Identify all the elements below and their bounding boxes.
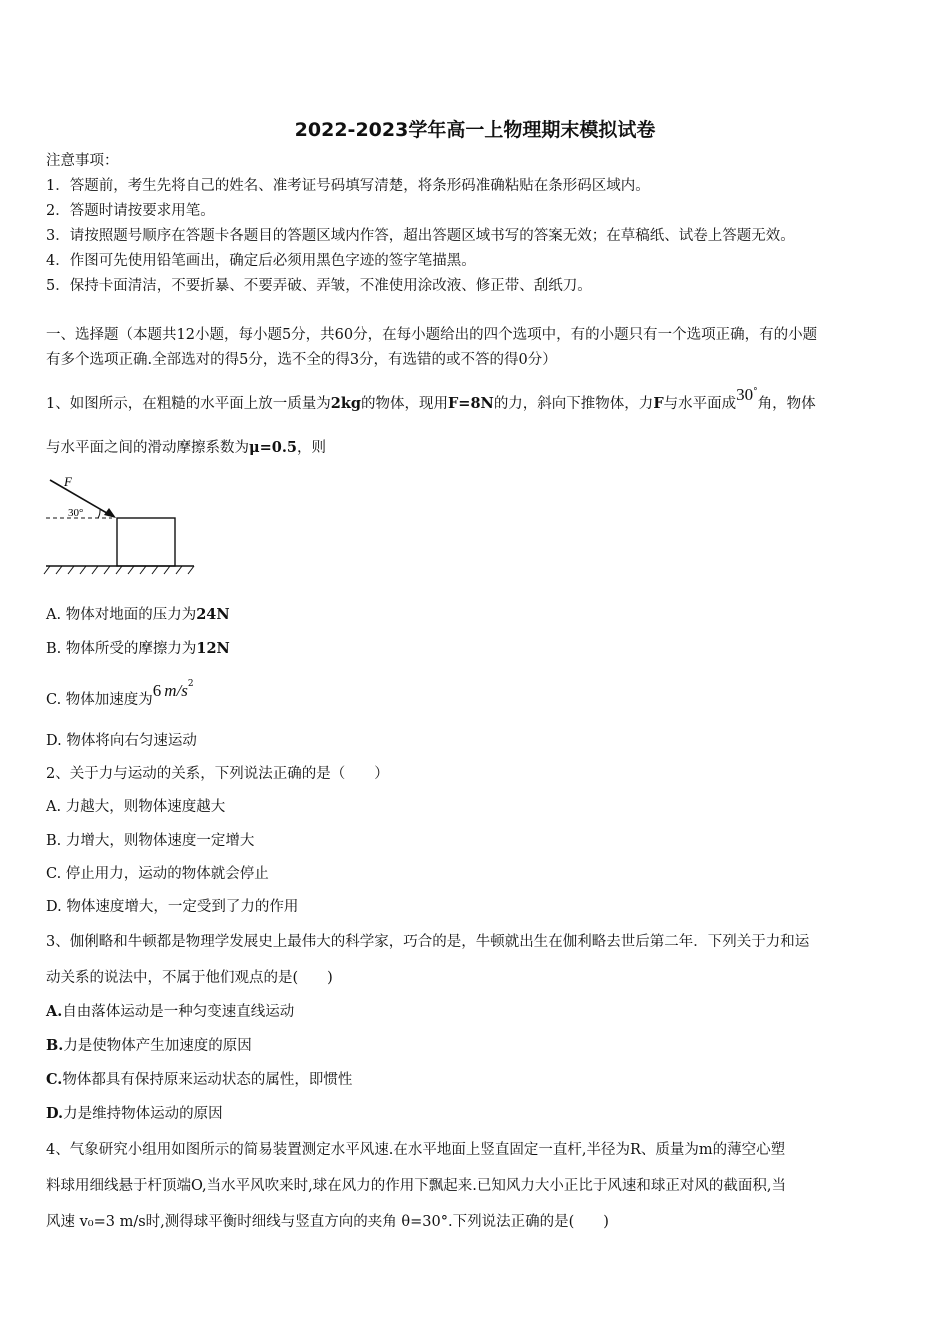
notice-item-4: 4．作图可先使用铅笔画出，确定后必须用黑色字迹的签字笔描黑。 [46,253,476,269]
q1-stem-line-2: 与水平面之间的滑动摩擦系数为μ=0.5，则 [46,439,326,456]
q3-option-c: C.物体都具有保持原来运动状态的属性，即惯性 [46,1071,353,1088]
force-label: F [64,474,72,489]
q3-stem-line-1: 3、伽俐略和牛顿都是物理学发展史上最伟大的科学家，巧合的是，牛顿就出生在伽利略去世后第二年．下列关于力和运 [46,934,810,950]
q3-stem-line-2: 动关系的说法中，不属于他们观点的是( ) [46,970,333,986]
q1-option-c: C. 物体加速度为6 $m/s^2$ [46,679,194,708]
section-heading-line-2: 有多个选项正确.全部选对的得5分，选不全的得3分，有选错的或不答的得0分） [46,352,557,368]
q3-option-a: A.自由落体运动是一种匀变速直线运动 [46,1003,295,1020]
block [117,518,175,566]
notice-item-5: 5．保持卡面清洁，不要折暴、不要弄破、弄皱，不准使用涂改液、修正带、刮纸刀。 [46,278,592,294]
q1-angle: 30 [736,385,754,404]
q2-option-d: D. 物体速度增大，一定受到了力的作用 [46,899,299,915]
q1-figure [40,472,200,582]
ground-hatching [44,566,194,574]
page-title: 2022-2023学年高一上物理期末模拟试卷 [294,119,656,141]
q2-option-b: B. 力增大，则物体速度一定增大 [46,833,255,849]
q3-option-b: B.力是使物体产生加速度的原因 [46,1037,252,1054]
q2-option-a: A. 力越大，则物体速度越大 [46,799,226,815]
q1-option-b: B. 物体所受的摩擦力为12N [46,640,230,657]
q4-stem-line-1: 4、气象研究小组用如图所示的简易装置测定水平风速.在水平地面上竖直固定一直杆,半径为R、质量为m的薄空心塑 [46,1142,786,1158]
force-arrowhead [104,508,116,518]
angle-arc [98,510,100,518]
notice-item-3: 3．请按照题号顺序在答题卡各题目的答题区域内作答，超出答题区域书写的答案无效；在草稿纸、试卷上答题无效。 [46,228,795,244]
notice-heading: 注意事项： [46,153,119,169]
q2-option-c: C. 停止用力，运动的物体就会停止 [46,866,269,882]
q1-stem-line-1: 1、如图所示，在粗糙的水平面上放一质量为2kg的物体，现用F=8N的力，斜向下推物体，力F与水平面成30°角，物体 [46,385,816,412]
notice-item-1: 1．答题前，考生先将自己的姓名、准考证号码填写清楚，将条形码准确粘贴在条形码区域内。 [46,178,650,194]
q1-option-d: D. 物体将向右匀速运动 [46,733,197,749]
q1-option-a: A. 物体对地面的压力为24N [46,606,230,623]
angle-label: 30° [68,507,84,519]
notice-item-2: 2．答题时请按要求用笔。 [46,203,215,219]
q2-stem: 2、关于力与运动的关系，下列说法正确的是（ ） [46,766,389,782]
q4-stem-line-3: 风速 v₀=3 m/s时,测得球平衡时细线与竖直方向的夹角 θ=30°.下列说法正确的是( ) [46,1214,609,1230]
q3-option-d: D.力是维持物体运动的原因 [46,1105,223,1122]
q4-stem-line-2: 料球用细线悬于杆顶端O,当水平风吹来时,球在风力的作用下飘起来.已知风力大小正比于风速和球正对风的截面积,当 [46,1178,786,1194]
section-heading-line-1: 一、选择题（本题共12小题，每小题5分，共60分，在每小题给出的四个选项中，有的小题只有一个选项正确，有的小题 [46,327,818,343]
